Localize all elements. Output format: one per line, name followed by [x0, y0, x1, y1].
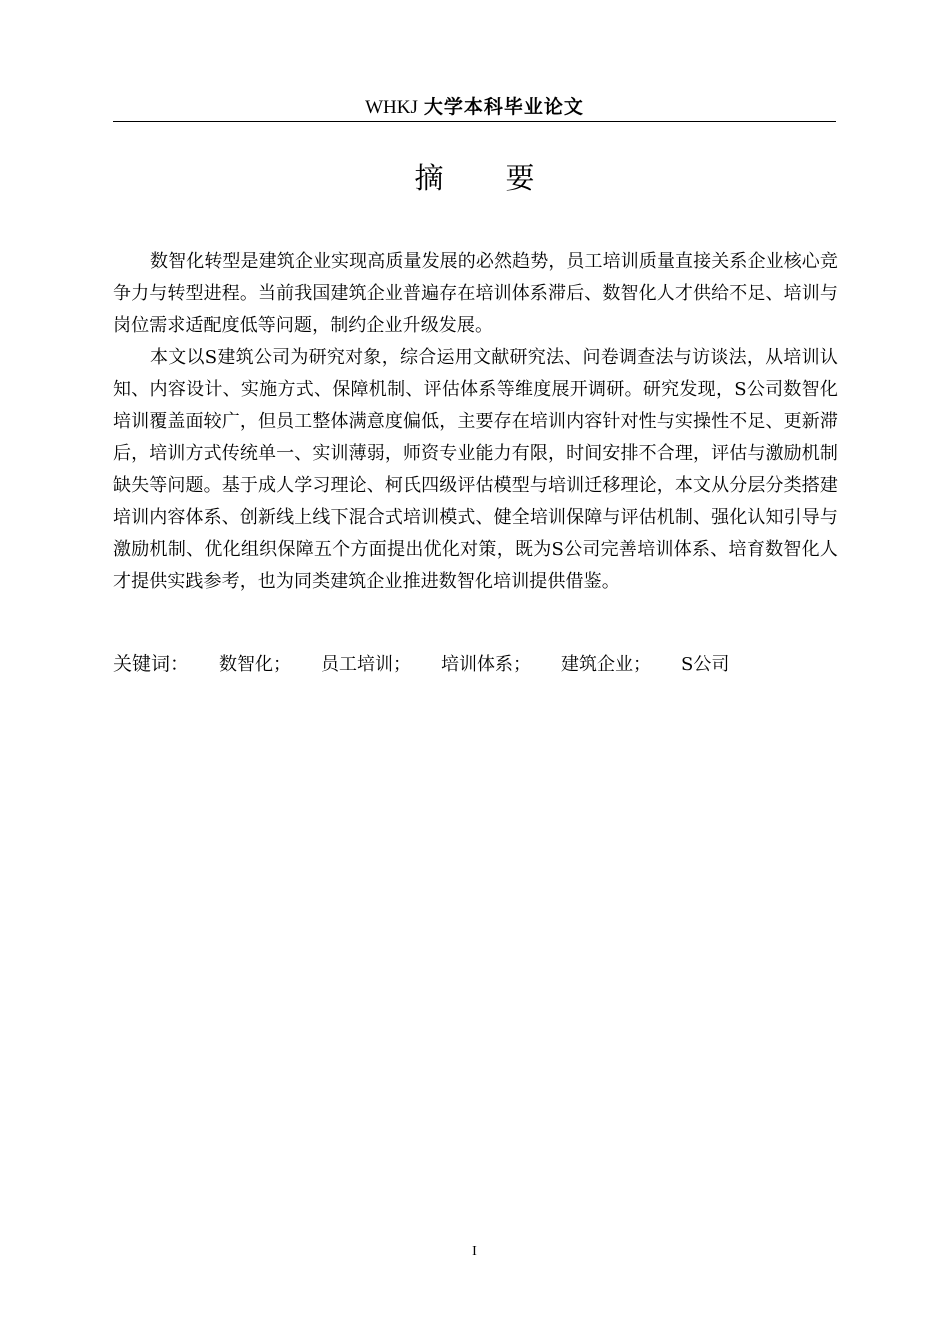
abstract-body: [113, 246, 838, 598]
title-char-2: 要: [505, 161, 535, 195]
abstract-paragraph-2: 本文以S建筑公司为研究对象，综合运用文献研究法、问卷调查法与访谈法，从培训认知、内容设计、实施方式、保障机制、评估体系等维度展开调研。研究发现，S公司数智化培训覆盖面较广，但员工整体满意度偏低，主要存在培训内容针对性与实操性不足、更新滞后，培训方式传统单一、实训薄弱，师资专业能力有限，时间安排不合理，评估与激励机制缺失等问题。基于成人学习理论、柯氏四级评估模型与培训迁移理论，本文从分层分类搭建培训内容体系、创新线上线下混合式培训模式、健全培训保障与评估机制、强化认知引导与激励机制、优化组织保障五个方面提出优化对策，既为S公司完善培训体系、培育数智化人才提供实践参考，也为同类建筑企业推进数智化培训提供借鉴。: [113, 347, 838, 592]
running-header: [113, 94, 836, 120]
keyword-item: 员工培训；: [321, 654, 412, 675]
header-school-code: WHKJ: [365, 97, 418, 118]
page-title: [113, 158, 836, 198]
page-number: I: [472, 1244, 477, 1259]
abstract-paragraph-1: 数智化转型是建筑企业实现高质量发展的必然趋势，员工培训质量直接关系企业核心竞争力与转型进程。当前我国建筑企业普遍存在培训体系滞后、数智化人才供给不足、培训与岗位需求适配度低等问题，制约企业升级发展。: [113, 251, 838, 336]
keyword-item: 培训体系；: [441, 654, 532, 675]
keywords-line: [113, 648, 836, 681]
title-char-1: 摘: [414, 161, 444, 195]
header-rule: [113, 121, 836, 122]
header-thesis-type: 大学本科毕业论文: [423, 96, 584, 118]
keyword-item: 数智化；: [219, 654, 292, 675]
keyword-item: 建筑企业；: [561, 654, 652, 675]
keywords-label: 关键词：: [113, 653, 190, 675]
keyword-item: S公司: [681, 654, 730, 675]
